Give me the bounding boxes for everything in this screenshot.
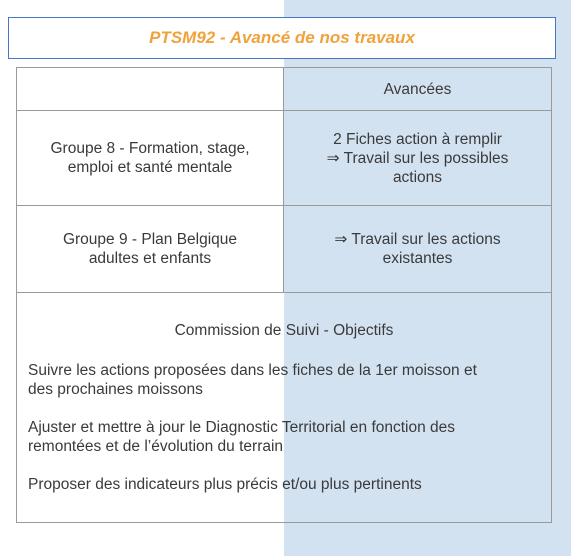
objective-item [28, 418, 538, 456]
group-8-line-1: Groupe 8 - Formation, stage, [50, 140, 250, 157]
table-header-row [17, 68, 551, 111]
group-9-cell [17, 206, 284, 292]
page-title: PTSM92 - Avancé de nos travaux [149, 28, 415, 47]
objective-2-line-1: Ajuster et mettre à jour le Diagnostic Territorial en fonction des [28, 419, 456, 436]
header-cell-avancees: Avancées [383, 80, 452, 98]
group-8-line-2: emploi et santé mentale [67, 159, 233, 176]
commission-section [17, 293, 551, 522]
group-8-cell [17, 111, 284, 205]
table-row [17, 206, 551, 293]
title-banner [8, 17, 556, 59]
group-9-progress-line-2: existantes [382, 250, 453, 267]
group-8-progress-line-1: 2 Fiches action à remplir [333, 130, 502, 148]
objective-3-line-1: Proposer des indicateurs plus précis et/ou plus pertinents [28, 476, 422, 493]
group-8-progress-cell [284, 111, 551, 205]
objective-item [28, 361, 538, 399]
header-cell-empty [17, 68, 284, 110]
group-9-progress-line-1: ⇒ Travail sur les actions [334, 231, 501, 248]
group-8-progress-line-2: ⇒ Travail sur les possibles [326, 149, 509, 167]
objective-1-line-2: des prochaines moissons [28, 381, 203, 398]
group-8-progress-line-3: actions [392, 168, 443, 186]
group-9-line-1: Groupe 9 - Plan Belgique [62, 231, 238, 248]
objective-2-line-2: remontées et de l’évolution du terrain [28, 438, 284, 455]
objective-item [28, 475, 538, 494]
group-9-line-2: adultes et enfants [88, 250, 212, 267]
table-row [17, 111, 551, 206]
progress-table [16, 67, 552, 523]
commission-title: Commission de Suivi - Objectifs [174, 322, 394, 339]
group-9-progress-cell [284, 206, 551, 292]
objective-1-line-1: Suivre les actions proposées dans les fiches de la 1er moisson et [28, 362, 477, 379]
